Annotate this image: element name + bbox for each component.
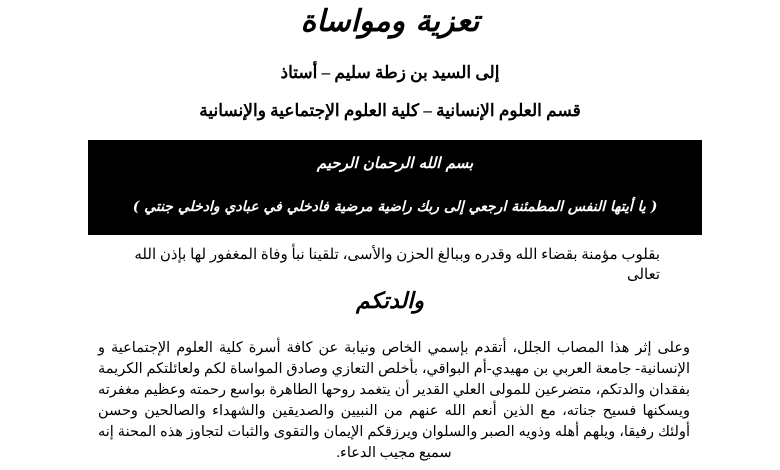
- document-title: تعزية ومواساة: [300, 4, 480, 39]
- deceased-heading: والدتكم: [356, 288, 424, 314]
- recipient-line: إلى السيد بن زطة سليم – أستاذ: [280, 63, 500, 82]
- intro-paragraph: بقلوب مؤمنة بقضاء الله وقدره وببالغ الحزن والأسى، تلقينا نبأ وفاة المغفور لها بإذن الله تعالى: [134, 247, 660, 283]
- department-line: قسم العلوم الإنسانية – كلية العلوم الإجتماعية والإنسانية: [199, 101, 581, 120]
- condolence-body: وعلى إثر هذا المصاب الجلل، أتقدم بإسمي الخاص ونيابة عن كافة أسرة كلية العلوم الإجتماعية و الإنسانية- جامعة العربي بن مهيدي-أم البواقي، بأخلص التعازي وصادق المواساة لكم ولعائلتكم الكريمة بفقدان والدتكم، متضرعين للمولى العلي القدير أن يتغمد روحها الطاهرة بواسع رحمته وعظيم مغفرته ويسكنها فسيح جناته، مع الذين أنعم الله عنهم من النبيين والصديقين والشهداء والصالحين وحسن أولئك رفيقا، ويلهم أهله وذويه الصبر والسلوان ويرزقكم الإيمان والتقوى والثبات لتجاوز هذه المحنة إنه سميع مجيب الدعاء.: [98, 340, 690, 461]
- basmala: بسم الله الرحمان الرحيم: [316, 154, 474, 172]
- quran-verse: ( يا أيتها النفس المطمئنة ارجعي إلى ربك راضية مرضية فادخلي في عبادي وادخلي جنتي ): [132, 199, 658, 215]
- quran-verse-banner: [88, 140, 702, 235]
